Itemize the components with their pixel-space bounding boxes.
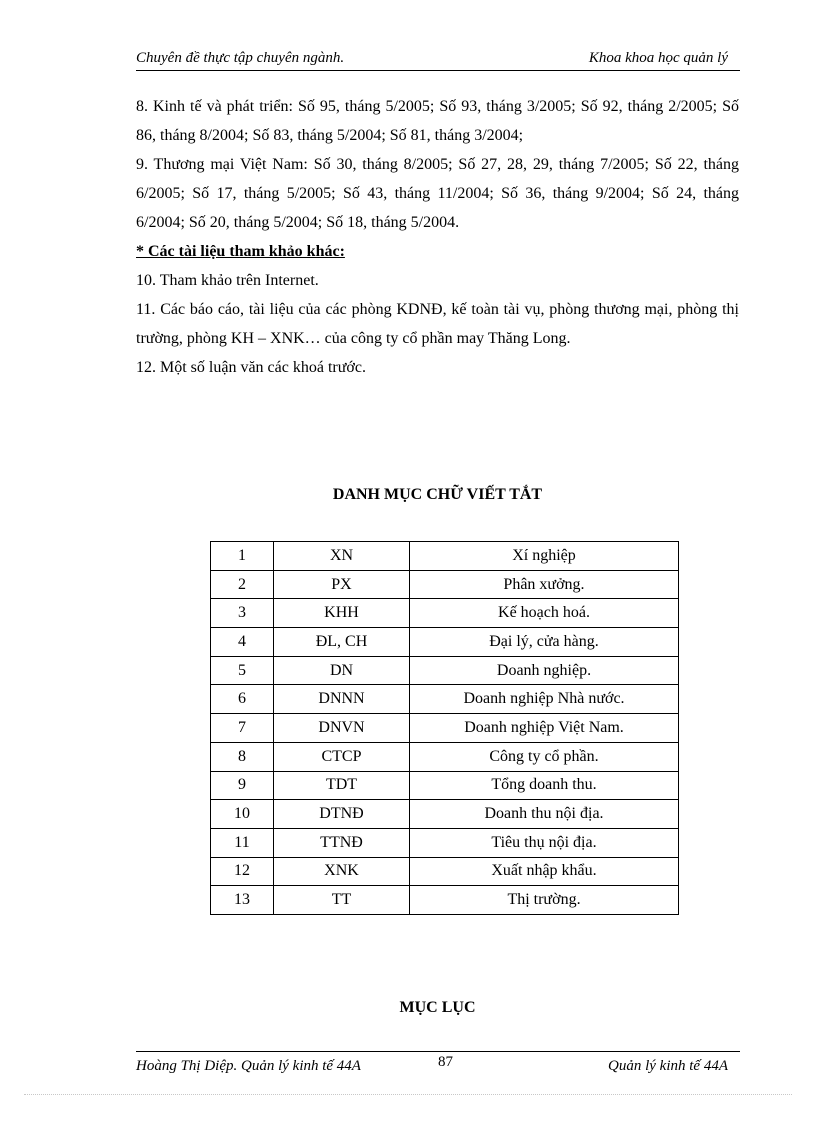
meaning-cell: Công ty cổ phần. — [410, 742, 679, 771]
reference-item-8: 8. Kinh tế và phát triển: Số 95, tháng 5/2005; Số 93, tháng 3/2005; Số 92, tháng 2/2005; Số 86, tháng 8/2004; Số 83, tháng 5/2004; Số 81, tháng 3/2004; — [136, 98, 739, 144]
abbreviation-cell: CTCP — [274, 742, 410, 771]
meaning-cell: Phân xưởng. — [410, 570, 679, 599]
abbreviations-title: DANH MỤC CHỮ VIẾT TẮT — [332, 486, 543, 503]
row-number-cell: 4 — [211, 628, 274, 657]
table-row — [211, 656, 679, 685]
row-number-cell: 10 — [211, 800, 274, 829]
abbreviation-cell: DN — [274, 656, 410, 685]
page-number: 87 — [438, 1054, 453, 1070]
abbreviation-cell: XN — [274, 542, 410, 571]
references-section — [136, 92, 739, 382]
abbreviation-cell: TDT — [274, 771, 410, 800]
abbreviation-cell: DNVN — [274, 714, 410, 743]
abbreviation-cell: DTNĐ — [274, 800, 410, 829]
meaning-cell: Kế hoạch hoá. — [410, 599, 679, 628]
abbreviations-table-body — [211, 542, 679, 915]
table-row — [211, 857, 679, 886]
abbreviation-cell: KHH — [274, 599, 410, 628]
table-row — [211, 771, 679, 800]
table-row — [211, 599, 679, 628]
meaning-cell: Doanh nghiệp Việt Nam. — [410, 714, 679, 743]
meaning-cell: Doanh nghiệp. — [410, 656, 679, 685]
other-references-heading: * Các tài liệu tham khảo khác: — [136, 243, 345, 260]
meaning-cell: Xuất nhập khẩu. — [410, 857, 679, 886]
meaning-cell: Doanh nghiệp Nhà nước. — [410, 685, 679, 714]
header-right-text: Khoa khoa học quản lý — [588, 50, 728, 66]
abbreviation-cell: PX — [274, 570, 410, 599]
row-number-cell: 5 — [211, 656, 274, 685]
table-row — [211, 542, 679, 571]
abbreviation-cell: XNK — [274, 857, 410, 886]
abbreviation-cell: ĐL, CH — [274, 628, 410, 657]
row-number-cell: 2 — [211, 570, 274, 599]
meaning-cell: Đại lý, cửa hàng. — [410, 628, 679, 657]
table-row — [211, 570, 679, 599]
footer-right-text: Quản lý kinh tế 44A — [608, 1058, 728, 1074]
abbreviation-cell: TT — [274, 886, 410, 915]
table-row — [211, 886, 679, 915]
meaning-cell: Thị trường. — [410, 886, 679, 915]
table-row — [211, 800, 679, 829]
footer-left-text: Hoàng Thị Diệp. Quản lý kinh tế 44A — [136, 1058, 361, 1074]
reference-item-12: 12. Một số luận văn các khoá trước. — [136, 359, 366, 376]
abbreviation-cell: TTNĐ — [274, 828, 410, 857]
row-number-cell: 6 — [211, 685, 274, 714]
row-number-cell: 11 — [211, 828, 274, 857]
meaning-cell: Xí nghiệp — [410, 542, 679, 571]
table-row — [211, 828, 679, 857]
reference-item-9: 9. Thương mại Việt Nam: Số 30, tháng 8/2005; Số 27, 28, 29, tháng 7/2005; Số 22, tháng 6/2005; Số 17, tháng 5/2005; Số 43, tháng 11/2004; Số 36, tháng 9/2004; Số 24, tháng 6/2004; Số 20, tháng 5/2004; Số 18, tháng 5/2004. — [136, 156, 739, 231]
reference-item-11: 11. Các báo cáo, tài liệu của các phòng KDNĐ, kế toàn tài vụ, phòng thương mại, phòng thị trường, phòng KH – XNK… của công ty cổ phần may Thăng Long. — [136, 301, 739, 347]
table-row — [211, 685, 679, 714]
table-row — [211, 628, 679, 657]
row-number-cell: 8 — [211, 742, 274, 771]
row-number-cell: 13 — [211, 886, 274, 915]
row-number-cell: 12 — [211, 857, 274, 886]
page-bottom-divider — [24, 1094, 792, 1095]
row-number-cell: 7 — [211, 714, 274, 743]
table-row — [211, 742, 679, 771]
meaning-cell: Doanh thu nội địa. — [410, 800, 679, 829]
meaning-cell: Tiêu thụ nội địa. — [410, 828, 679, 857]
page-footer — [136, 1051, 740, 1082]
table-of-contents-title: MỤC LỤC — [399, 999, 476, 1016]
reference-item-10: 10. Tham khảo trên Internet. — [136, 272, 319, 289]
page-header — [136, 48, 740, 71]
abbreviation-cell: DNNN — [274, 685, 410, 714]
header-left-text: Chuyên đề thực tập chuyên ngành. — [136, 50, 345, 66]
row-number-cell: 1 — [211, 542, 274, 571]
abbreviations-table — [210, 541, 679, 915]
row-number-cell: 9 — [211, 771, 274, 800]
table-row — [211, 714, 679, 743]
row-number-cell: 3 — [211, 599, 274, 628]
meaning-cell: Tổng doanh thu. — [410, 771, 679, 800]
